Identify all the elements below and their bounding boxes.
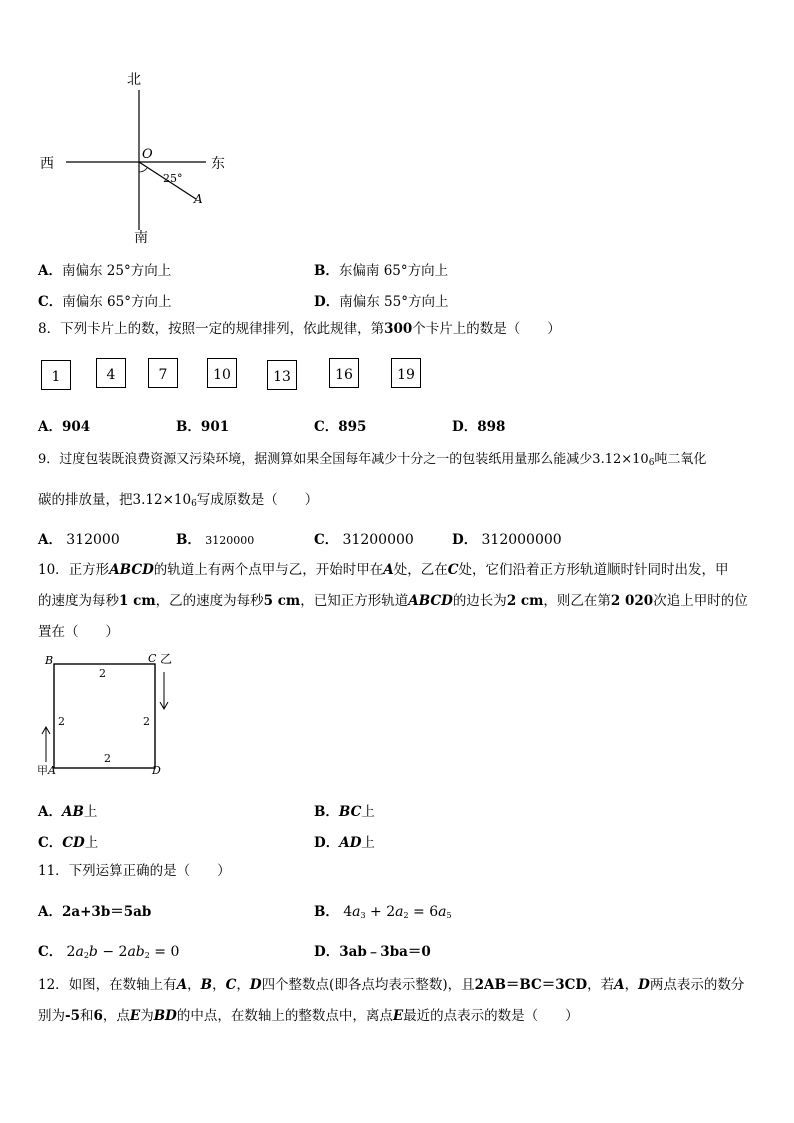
fig-side-right: 2 (143, 715, 150, 728)
q10-line2: 的速度为每秒1 cm，乙的速度为每秒5 cm，已知正方形轨道ABCD的边长为2 cm，则乙在第2 020次追上甲时的位 (38, 593, 748, 609)
q10-square-figure (36, 648, 196, 780)
q11-option-b[interactable]: B． $4a^3 + 2a^2 = 6a^5$ (314, 904, 452, 920)
q11-option-b-formula: $4a^3 + 2a^2 = 6a^5$ (343, 904, 452, 920)
compass-east: 东 (211, 156, 225, 172)
q8-card: 4 (96, 358, 126, 388)
compass-west: 西 (40, 156, 54, 172)
fig-side-top: 2 (99, 667, 106, 680)
fig-side-bottom: 2 (104, 752, 111, 765)
q7-option-c[interactable]: C．南偏东 65°方向上 (38, 294, 172, 310)
fig-label-c: C (148, 652, 157, 665)
q8-option-a[interactable]: A．904 (38, 419, 91, 435)
q7-option-a[interactable]: A．南偏东 25°方向上 (38, 263, 172, 279)
q8-card: 16 (329, 358, 359, 388)
q8-option-b[interactable]: B．901 (176, 419, 230, 435)
q8-card: 19 (391, 358, 421, 388)
q9-line1: 9．过度包装既浪费资源又污染环境，据测算如果全国每年减少十分之一的包装纸用量那么能减少3.12×106吨二氧化 (38, 452, 707, 468)
q9-option-b[interactable]: B． 3120000 (176, 532, 255, 548)
q10-line1: 10．正方形ABCD的轨道上有两个点甲与乙，开始时甲在A处，乙在C处，它们沿着正方形轨道顺时针同时出发，甲 (38, 562, 729, 578)
q10-option-c[interactable]: C．CD上 (38, 835, 99, 851)
q7-option-d[interactable]: D．南偏东 55°方向上 (314, 294, 449, 310)
q7-option-b[interactable]: B．东偏南 65°方向上 (314, 263, 449, 279)
compass-angle: 25° (163, 172, 183, 185)
fig-label-d: D (152, 764, 161, 777)
q11-option-c[interactable]: C． $2a^2b - 2ab^2 = 0$ (38, 944, 180, 960)
q9-line2: 碳的排放量，把3.12×106写成原数是（ ） (38, 492, 319, 509)
q8-option-d[interactable]: D．898 (452, 419, 506, 435)
q8-card: 7 (148, 358, 178, 388)
q10-option-a[interactable]: A．AB上 (38, 804, 98, 820)
q10-option-d[interactable]: D．AD上 (314, 835, 375, 851)
q12-line1: 12．如图，在数轴上有A，B，C，D四个整数点(即各点均表示整数)，且2AB＝BC＝3CD，若A，D两点表示的数分 (38, 977, 745, 993)
fig-side-left: 2 (58, 715, 65, 728)
q9-option-c[interactable]: C． 31200000 (314, 532, 414, 548)
q8-card: 13 (267, 360, 297, 390)
q11-option-a[interactable]: A．2a+3b＝5ab (38, 904, 152, 920)
q8-stem: 8．下列卡片上的数，按照一定的规律排列，依此规律，第300个卡片上的数是（ ） (38, 321, 561, 337)
q8-card: 1 (41, 360, 71, 390)
fig-label-jia: 甲 (37, 764, 48, 777)
fig-label-a: A (48, 764, 56, 777)
fig-label-b: B (45, 654, 54, 667)
q10-option-b[interactable]: B．BC上 (314, 804, 375, 820)
compass-figure (30, 60, 250, 250)
compass-south: 南 (134, 230, 148, 246)
q12-line2: 别为-5和6，点E为BD的中点，在数轴上的整数点中，离点E最近的点表示的数是（ ） (38, 1008, 579, 1024)
q11-option-c-formula: $2a^2b - 2ab^2 = 0$ (66, 944, 180, 960)
q8-option-c[interactable]: C．895 (314, 419, 367, 435)
q8-card: 10 (207, 358, 237, 388)
compass-origin: O (142, 147, 153, 162)
q9-option-d[interactable]: D． 312000000 (452, 532, 562, 548)
q11-option-d[interactable]: D．3ab﹣3ba＝0 (314, 944, 431, 960)
compass-north: 北 (127, 72, 141, 88)
q9-option-a[interactable]: A． 312000 (38, 532, 120, 548)
compass-point-a: A (194, 192, 203, 206)
q11-stem: 11．下列运算正确的是（ ） (38, 863, 231, 879)
q10-line3: 置在（ ） (38, 624, 119, 640)
fig-label-yi: 乙 (160, 652, 173, 666)
